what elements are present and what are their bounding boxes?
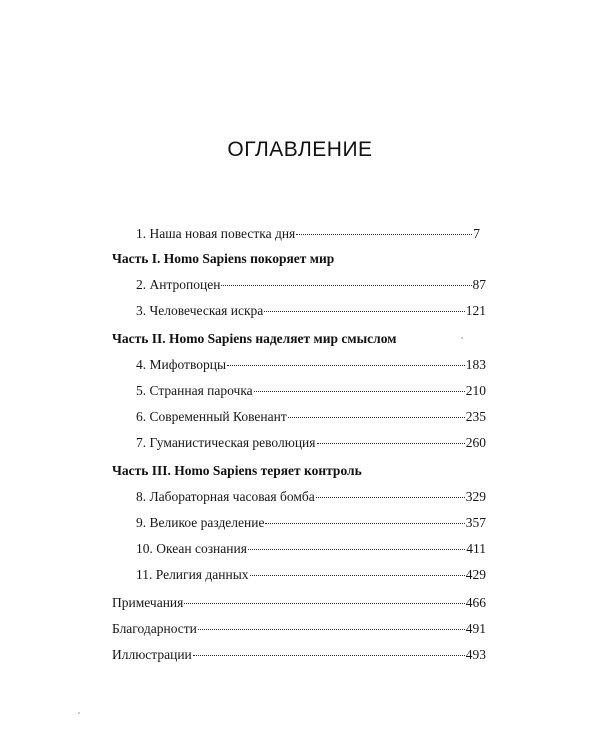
dot-leader (198, 629, 465, 630)
toc-entry-7 (136, 434, 486, 452)
dot-leader (265, 523, 464, 524)
toc-entry-label: 7. Гуманистическая революция (136, 435, 316, 450)
scan-speck (78, 712, 80, 714)
toc-entry-9 (136, 514, 486, 532)
toc-entry-8 (136, 488, 486, 506)
toc-entry-6 (136, 408, 486, 426)
toc-entry-page: 466 (465, 595, 486, 610)
toc-entry-1 (136, 225, 480, 243)
dot-leader (193, 655, 465, 656)
toc-entry-page: 210 (465, 383, 486, 398)
toc-entry-3 (136, 302, 486, 320)
dot-leader (184, 603, 464, 604)
dot-leader (227, 365, 465, 366)
dot-leader (317, 443, 465, 444)
toc-entry-11 (136, 566, 486, 584)
toc-entry-page: 235 (465, 409, 486, 424)
toc-entry-page: 260 (465, 435, 486, 450)
toc-entry-label: 5. Странная парочка (136, 383, 253, 398)
toc-entry-label: 6. Современный Ковенант (136, 409, 287, 424)
toc-part-heading: Часть I. Homo Sapiens покоряет мир (112, 251, 335, 266)
toc-title: ОГЛАВЛЕНИЕ (227, 138, 373, 161)
dot-leader (221, 285, 471, 286)
dot-leader (254, 391, 465, 392)
toc-entry-page: 87 (472, 277, 486, 292)
toc-entry-label: 11. Религия данных (136, 567, 249, 582)
toc-entry-page: 429 (465, 567, 486, 582)
toc-entry-label: 8. Лабораторная часовая бомба (136, 489, 315, 504)
toc-entry-page: 411 (466, 541, 486, 556)
toc-entry-page: 183 (465, 357, 486, 372)
toc-entry-4 (136, 356, 486, 374)
toc-entry-5 (136, 382, 486, 400)
toc-entry-page: 121 (465, 303, 486, 318)
toc-entry-label: 3. Человеческая искра (136, 303, 264, 318)
dot-leader (316, 497, 465, 498)
toc-entry-label: Благодарности (112, 621, 197, 636)
dot-leader (288, 417, 465, 418)
toc-entry-label: 4. Мифотворцы (136, 357, 227, 372)
toc-backmatter-notes (112, 594, 486, 612)
dot-leader (250, 575, 465, 576)
toc-entry-label: 9. Великое разделение (136, 515, 265, 530)
toc-entry-label: Примечания (112, 595, 184, 610)
toc-entry-label: Иллюстрации (112, 647, 192, 662)
dot-leader (264, 311, 464, 312)
toc-entry-10 (136, 540, 486, 558)
toc-part-heading: Часть III. Homo Sapiens теряет контроль (112, 463, 362, 478)
toc-backmatter-illustrations (112, 646, 486, 664)
toc-entry-page: 493 (465, 647, 486, 662)
toc-part-heading: Часть II. Homo Sapiens наделяет мир смыслом (112, 331, 397, 346)
toc-entry-page: 329 (465, 489, 486, 504)
toc-entry-page: 7 (473, 226, 480, 241)
toc-entry-page: 491 (465, 621, 486, 636)
toc-entry-page: 357 (465, 515, 486, 530)
toc-entry-2 (136, 276, 486, 294)
toc-entry-label: 1. Наша новая повестка дня (136, 226, 296, 241)
toc-backmatter-acknowledgements (112, 620, 486, 638)
scan-speck (461, 337, 463, 339)
toc-entry-label: 2. Антропоцен (136, 277, 221, 292)
dot-leader (296, 234, 472, 235)
toc-entry-label: 10. Океан сознания (136, 541, 247, 556)
dot-leader (248, 549, 465, 550)
